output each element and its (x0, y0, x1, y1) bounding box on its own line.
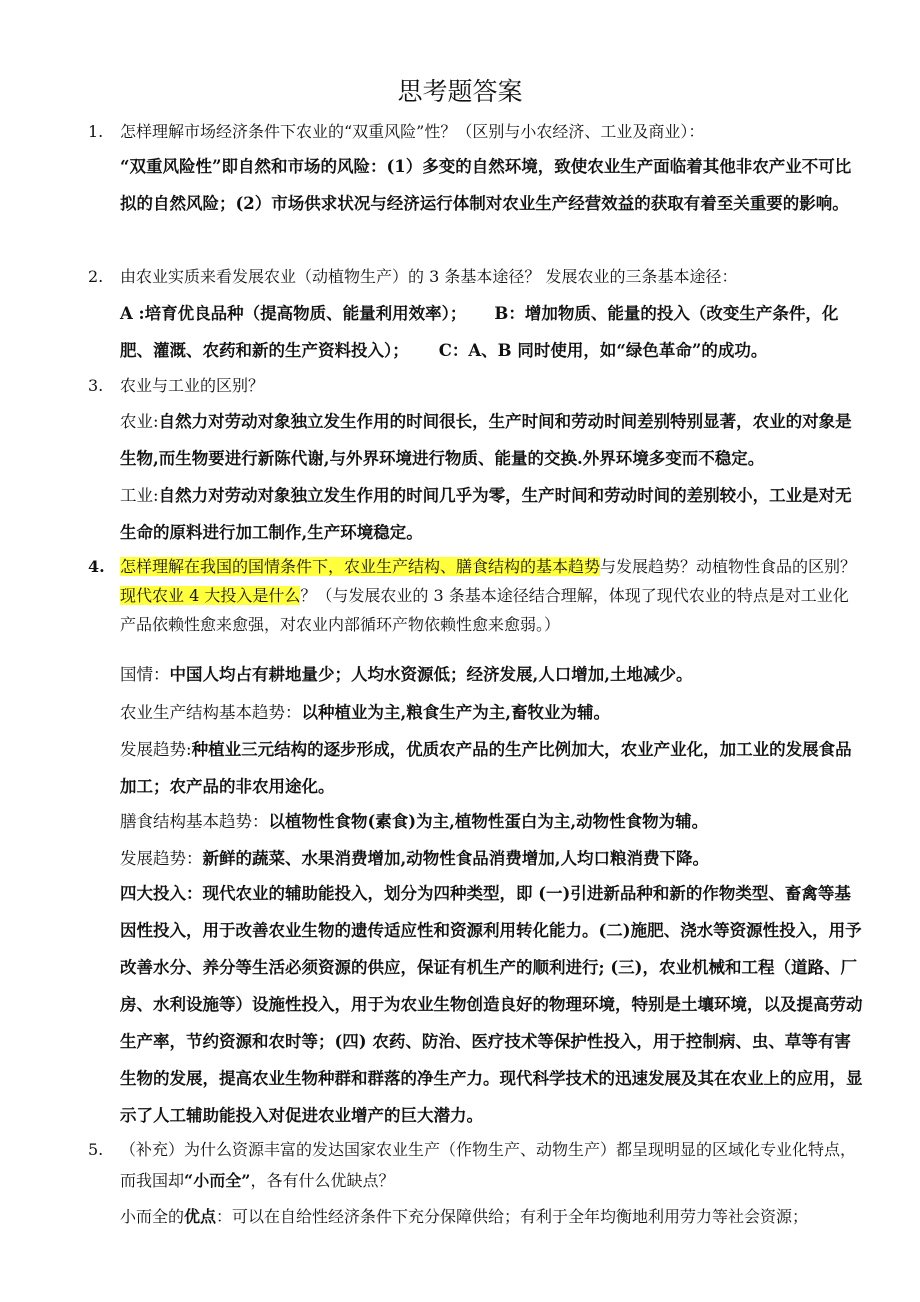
advantages-label: 小而全的 (120, 1207, 185, 1226)
production-trend-text: 以种植业为主,粮食生产为主,畜牧业为辅。 (301, 703, 610, 722)
question-2 (88, 263, 860, 291)
production-trend-label: 农业生产结构基本趋势： (120, 703, 302, 722)
development-trend-text: 种植业三元结构的逐步形成，优质农产品的生产比例加大，农业产业化，加工业的发展食品加工；农产品的非农用途化。 (120, 740, 852, 796)
question-4 (88, 552, 860, 639)
question-text: 与发展趋势？动植物性食品的区别？ (600, 557, 857, 576)
answer-4-diet-development (120, 840, 865, 877)
question-number: 2. (88, 267, 104, 286)
industry-label: 工业: (120, 486, 159, 505)
answer-2-c: C：A、B 同时使用，如“绿色革命”的成功。 (438, 341, 768, 360)
four-inputs-label: 四大投入： (120, 884, 203, 903)
answer-2 (120, 295, 865, 369)
question-1 (88, 118, 860, 146)
question-number: 5. (88, 1140, 104, 1159)
development-trend-label: 发展趋势: (120, 740, 192, 759)
question-text: （补充）为什么资源丰富的发达国家农业生产（作物生产、动物生产）都呈现明显的区域化专业化特点，而我国却 (120, 1140, 857, 1190)
agriculture-label: 农业: (120, 412, 159, 431)
national-conditions-text: 中国人均占有耕地量少；人均水资源低；经济发展,人口增加,土地减少。 (169, 665, 693, 684)
national-conditions-label: 国情： (120, 665, 170, 684)
agriculture-text: 自然力对劳动对象独立发生作用的时间很长，生产时间和劳动时间差别特别显著，农业的对象是生物,而生物要进行新陈代谢,与外界环境进行物质、能量的交换.外界环境多变而不稳定。 (120, 412, 852, 468)
question-3 (88, 372, 860, 400)
question-text: ？（与发展农业的 3 条基本途径结合理解，体现了现代农业的特点是对工业化产品依赖性愈来愈强，对农业内部循环产物依赖性愈来愈弱。） (120, 586, 849, 634)
answer-3-agriculture (120, 403, 865, 477)
diet-trend-label: 膳食结构基本趋势： (120, 812, 269, 831)
four-inputs-text: 现代农业的辅助能投入，划分为四种类型，即 (一)引进新品种和新的作物类型、畜禽等基因性投入，用于改善农业生物的遗传适应性和资源利用转化能力。(二)施肥、浇水等资源性投入，用予改善水分、养分等生活必须资源的供应，保证有机生产的顺利进行; (三)，农业机械和工程（道路、厂房、水利设施等）设施性投入，用于为农业生物创造良好的物理环境，特别是土壤环境，以及提高劳动生产率，节约资源和农时等；(四) 农药、防治、医疗技术等保护性投入，用于控制病、虫、草等有害生物的发展，提高农业生物种群和群落的净生产力。现代科学技术的迅速发展及其在农业上的应用，显示了人工辅助能投入对促进农业增产的巨大潜力。 (120, 884, 863, 1125)
answer-4-diet-trend (120, 803, 865, 840)
answer-3-industry (120, 477, 865, 551)
diet-trend-text: 以植物性食物(素食)为主,植物性蛋白为主,动物性食物为辅。 (268, 812, 709, 831)
answer-2-b: B：增加物质、能量的投入（改变生产条件，化肥、灌溉、农药和新的生产资料投入）； (120, 304, 839, 360)
advantages-label-bold: 优点 (184, 1207, 217, 1226)
question-5 (88, 1134, 860, 1196)
question-number: 3. (88, 376, 104, 395)
advantages-text: ：可以在自给性经济条件下充分保障供给；有利于全年均衡地利用劳力等社会资源； (216, 1207, 809, 1226)
answer-4-production-development (120, 731, 865, 805)
answer-5-advantages (120, 1203, 860, 1231)
answer-2-a: A :培育优良品种（提高物质、能量利用效率）； (120, 304, 467, 323)
highlighted-question-text: 现代农业 4 大投入是什么 (120, 586, 301, 605)
development-trend-label: 发展趋势： (120, 849, 203, 868)
page-title: 思考题答案 (397, 77, 523, 106)
question-text: ，各有什么优缺点？ (250, 1171, 395, 1190)
question-text: 农业与工业的区别？ (120, 376, 265, 395)
answer-4-four-inputs (120, 875, 865, 1134)
question-number: 1. (88, 122, 104, 141)
question-number: 4. (88, 557, 105, 576)
industry-text: 自然力对劳动对象独立发生作用的时间几乎为零，生产时间和劳动时间的差别较小，工业是对无生命的原料进行加工制作,生产环境稳定。 (120, 486, 852, 542)
question-text: 由农业实质来看发展农业（动植物生产）的 3 条基本途径？ 发展农业的三条基本途径： (120, 267, 738, 286)
answer-4-national-conditions (120, 656, 865, 693)
highlighted-question-text: 怎样理解在我国的国情条件下，农业生产结构、膳食结构的基本趋势 (120, 557, 601, 576)
question-text: 怎样理解市场经济条件下农业的“双重风险”性？（区别与小农经济、工业及商业）： (120, 122, 705, 141)
answer-4-production-trend (120, 694, 865, 731)
development-trend-text: 新鲜的蔬菜、水果消费增加,动物性食品消费增加,人均口粮消费下降。 (202, 849, 709, 868)
answer-1: “双重风险性”即自然和市场的风险：(1）多变的自然环境，致使农业生产面临着其他非农产业不可比拟的自然风险；(2）市场供求状况与经济运行体制对农业生产经营效益的获取有着至关重要的影响。 (120, 157, 852, 213)
question-text-bold: “小而全” (184, 1171, 251, 1190)
